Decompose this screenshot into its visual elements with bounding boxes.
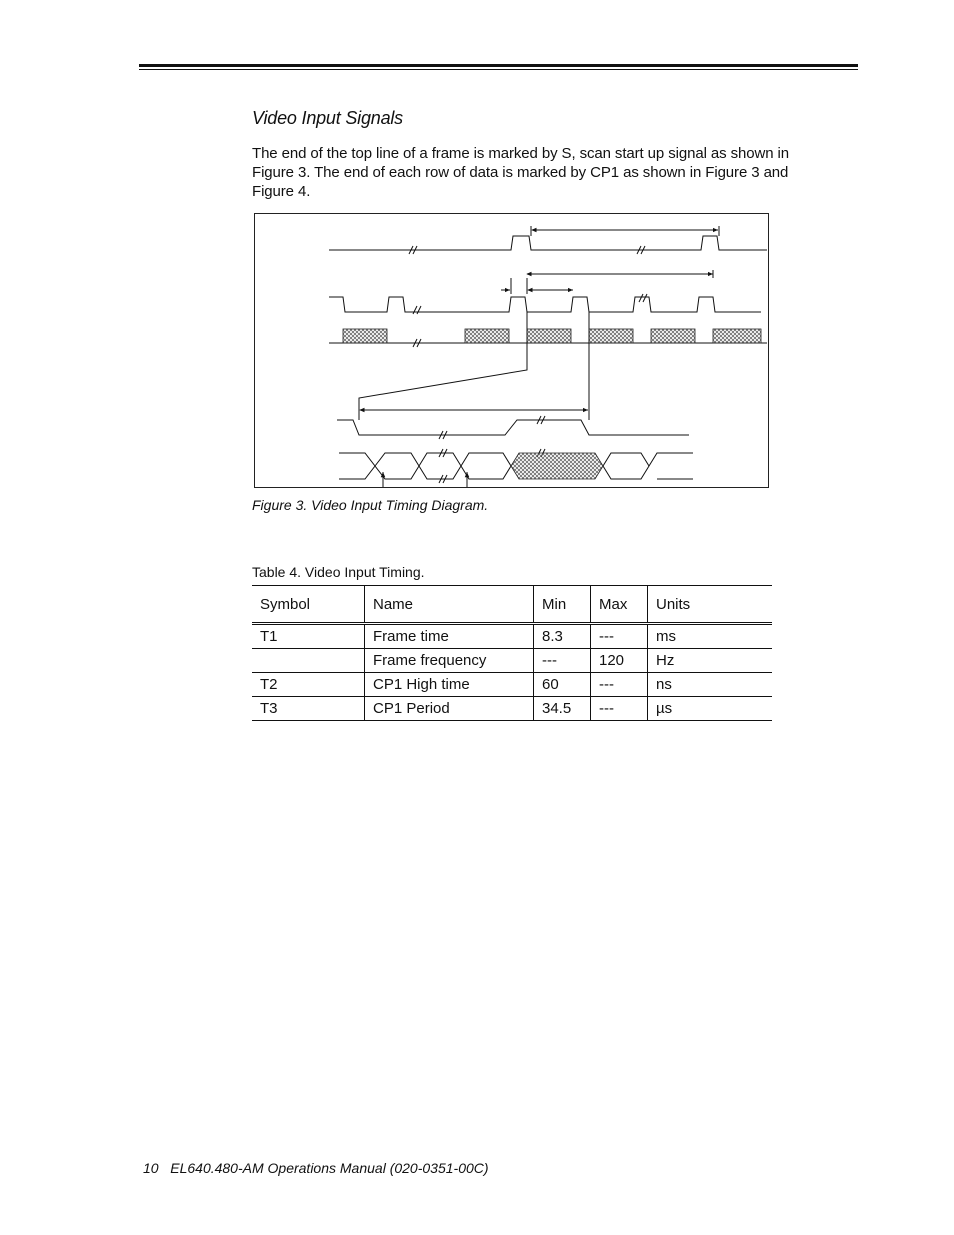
cell-name: CP1 High time (365, 673, 534, 697)
page-footer: 10 EL640.480-AM Operations Manual (020-0351-00C) (143, 1160, 489, 1176)
data-bus-hatched (511, 453, 603, 479)
timing-table (252, 585, 772, 721)
timing-diagram (254, 213, 769, 488)
table-row (252, 649, 772, 673)
timing-diagram-svg (255, 214, 768, 487)
header-max: Max (591, 586, 648, 624)
data-block (651, 329, 695, 343)
data-bus-segment (603, 453, 649, 479)
cell-min: 60 (534, 673, 591, 697)
s-signal-waveform (329, 236, 767, 250)
header-name: Name (365, 586, 534, 624)
zoom-guide (359, 312, 527, 420)
table-row (252, 673, 772, 697)
break-mark (639, 294, 647, 302)
data-block (527, 329, 571, 343)
data-bus-segment (375, 453, 419, 479)
table-row (252, 697, 772, 721)
header-min: Min (534, 586, 591, 624)
cell-min: 34.5 (534, 697, 591, 721)
header-symbol: Symbol (252, 586, 365, 624)
cell-name: CP1 Period (365, 697, 534, 721)
break-mark (439, 449, 447, 483)
cell-min: --- (534, 649, 591, 673)
section-paragraph: The end of the top line of a frame is marked by S, scan start up signal as shown in Figure 3. The end of each row of data is marked by CP1 as shown in Figure 3 and Figure 4. (252, 145, 789, 200)
cell-min: 8.3 (534, 624, 591, 649)
data-block (465, 329, 509, 343)
table-row (252, 624, 772, 649)
header-units: Units (648, 586, 773, 624)
cp1-signal-waveform (329, 297, 761, 312)
cell-name: Frame time (365, 624, 534, 649)
table-caption: Table 4. Video Input Timing. (252, 564, 425, 580)
data-block (713, 329, 761, 343)
data-bus-segment (419, 453, 461, 479)
data-block (343, 329, 387, 343)
table-header-row (252, 586, 772, 624)
data-bus-segment (461, 453, 511, 479)
header-rule (139, 64, 858, 67)
cell-max: 120 (591, 649, 648, 673)
cell-max: --- (591, 624, 648, 649)
cell-symbol: T1 (252, 624, 365, 649)
section-title: Video Input Signals (252, 108, 403, 128)
figure-caption: Figure 3. Video Input Timing Diagram. (252, 497, 489, 513)
data-block (589, 329, 633, 343)
cell-name: Frame frequency (365, 649, 534, 673)
header-rule-thin (139, 69, 858, 70)
cell-symbol (252, 649, 365, 673)
cell-units: ms (648, 624, 773, 649)
cell-max: --- (591, 697, 648, 721)
cell-symbol: T3 (252, 697, 365, 721)
cell-units: ns (648, 673, 773, 697)
break-mark (413, 306, 421, 314)
cp1-expanded-waveform (337, 420, 689, 435)
cell-max: --- (591, 673, 648, 697)
cell-symbol: T2 (252, 673, 365, 697)
cell-units: Hz (648, 649, 773, 673)
cell-units: µs (648, 697, 773, 721)
